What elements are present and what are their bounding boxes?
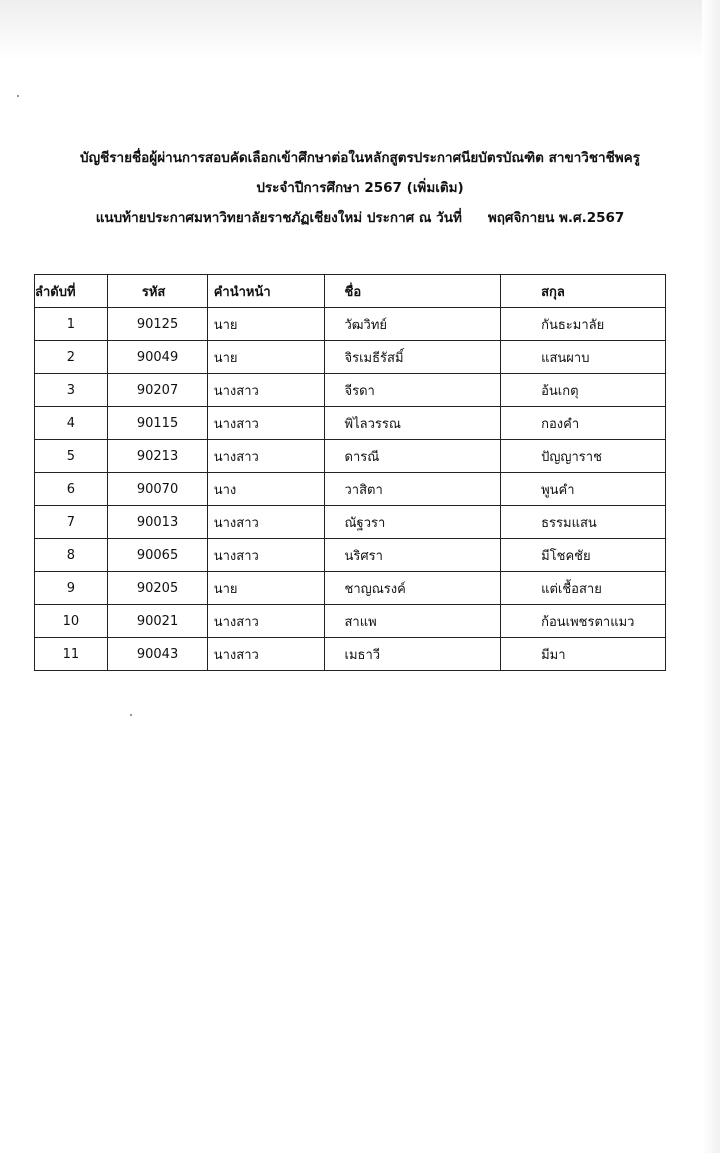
cell-code: 90125 <box>107 308 207 341</box>
cell-no: 11 <box>35 638 108 671</box>
title-line-1: บัญชีรายชื่อผู้ผ่านการสอบคัดเลือกเข้าศึกษาต่อในหลักสูตรประกาศนียบัตรบัณฑิต สาขาวิชาชีพครู <box>80 150 640 166</box>
table-row <box>35 506 666 539</box>
document-title <box>40 143 680 233</box>
cell-name: สาแพ <box>324 605 501 638</box>
cell-no: 2 <box>35 341 108 374</box>
cell-surname: ปัญญาราช <box>501 440 666 473</box>
cell-prefix: นาย <box>207 308 324 341</box>
cell-prefix: นาย <box>207 341 324 374</box>
cell-no: 3 <box>35 374 108 407</box>
cell-no: 5 <box>35 440 108 473</box>
cell-surname: มีมา <box>501 638 666 671</box>
cell-name: วัฒวิทย์ <box>324 308 501 341</box>
table-row <box>35 473 666 506</box>
cell-name: จิรเมธีรัสมิ์ <box>324 341 501 374</box>
header-no: ลำดับที่ <box>35 275 108 308</box>
cell-surname: พูนคำ <box>501 473 666 506</box>
cell-name: จีรดา <box>324 374 501 407</box>
table-row <box>35 407 666 440</box>
cell-surname: ก้อนเพชรตาแมว <box>501 605 666 638</box>
cell-surname: แสนผาบ <box>501 341 666 374</box>
cell-prefix: นาย <box>207 572 324 605</box>
scan-shadow-top <box>0 0 720 60</box>
header-prefix: คำนำหน้า <box>207 275 324 308</box>
title-line-2: ประจำปีการศึกษา 2567 (เพิ่มเติม) <box>256 180 464 196</box>
table-body <box>35 308 666 671</box>
cell-surname: อ้นเกตุ <box>501 374 666 407</box>
cell-prefix: นางสาว <box>207 374 324 407</box>
cell-name: ณัฐวรา <box>324 506 501 539</box>
scan-speck <box>17 95 19 97</box>
header-surname: สกุล <box>501 275 666 308</box>
header-name: ชื่อ <box>324 275 501 308</box>
cell-no: 4 <box>35 407 108 440</box>
table-row <box>35 572 666 605</box>
table-row <box>35 374 666 407</box>
scan-speck <box>130 714 132 716</box>
table-row <box>35 638 666 671</box>
cell-prefix: นาง <box>207 473 324 506</box>
cell-surname: กองคำ <box>501 407 666 440</box>
cell-surname: กันธะมาลัย <box>501 308 666 341</box>
cell-prefix: นางสาว <box>207 506 324 539</box>
cell-name: นริศรา <box>324 539 501 572</box>
cell-prefix: นางสาว <box>207 605 324 638</box>
cell-surname: ธรรมแสน <box>501 506 666 539</box>
cell-code: 90213 <box>107 440 207 473</box>
cell-name: ดารณี <box>324 440 501 473</box>
title-line-3 <box>40 203 680 233</box>
header-code: รหัส <box>107 275 207 308</box>
cell-no: 1 <box>35 308 108 341</box>
cell-code: 90065 <box>107 539 207 572</box>
roster-table <box>34 274 666 671</box>
cell-code: 90207 <box>107 374 207 407</box>
cell-no: 8 <box>35 539 108 572</box>
cell-prefix: นางสาว <box>207 539 324 572</box>
cell-name: ชาญณรงค์ <box>324 572 501 605</box>
cell-code: 90205 <box>107 572 207 605</box>
cell-no: 9 <box>35 572 108 605</box>
cell-prefix: นางสาว <box>207 440 324 473</box>
scan-shadow-right <box>702 0 720 1153</box>
cell-surname: มีโชคชัย <box>501 539 666 572</box>
cell-no: 6 <box>35 473 108 506</box>
title-line-3-announcement: แนบท้ายประกาศมหาวิทยาลัยราชภัฏเชียงใหม่ ประกาศ ณ วันที่ <box>95 210 462 226</box>
cell-prefix: นางสาว <box>207 638 324 671</box>
cell-name: วาสิตา <box>324 473 501 506</box>
title-line-3-date: พฤศจิกายน พ.ศ.2567 <box>487 210 625 226</box>
table-row <box>35 341 666 374</box>
cell-no: 7 <box>35 506 108 539</box>
table-row <box>35 440 666 473</box>
cell-code: 90021 <box>107 605 207 638</box>
cell-no: 10 <box>35 605 108 638</box>
cell-code: 90115 <box>107 407 207 440</box>
table-row <box>35 539 666 572</box>
cell-surname: แต่เชื้อสาย <box>501 572 666 605</box>
cell-code: 90013 <box>107 506 207 539</box>
cell-prefix: นางสาว <box>207 407 324 440</box>
cell-code: 90049 <box>107 341 207 374</box>
cell-name: พิไลวรรณ <box>324 407 501 440</box>
table-row <box>35 605 666 638</box>
table-row <box>35 308 666 341</box>
cell-code: 90070 <box>107 473 207 506</box>
table-header-row <box>35 275 666 308</box>
cell-code: 90043 <box>107 638 207 671</box>
cell-name: เมธาวี <box>324 638 501 671</box>
